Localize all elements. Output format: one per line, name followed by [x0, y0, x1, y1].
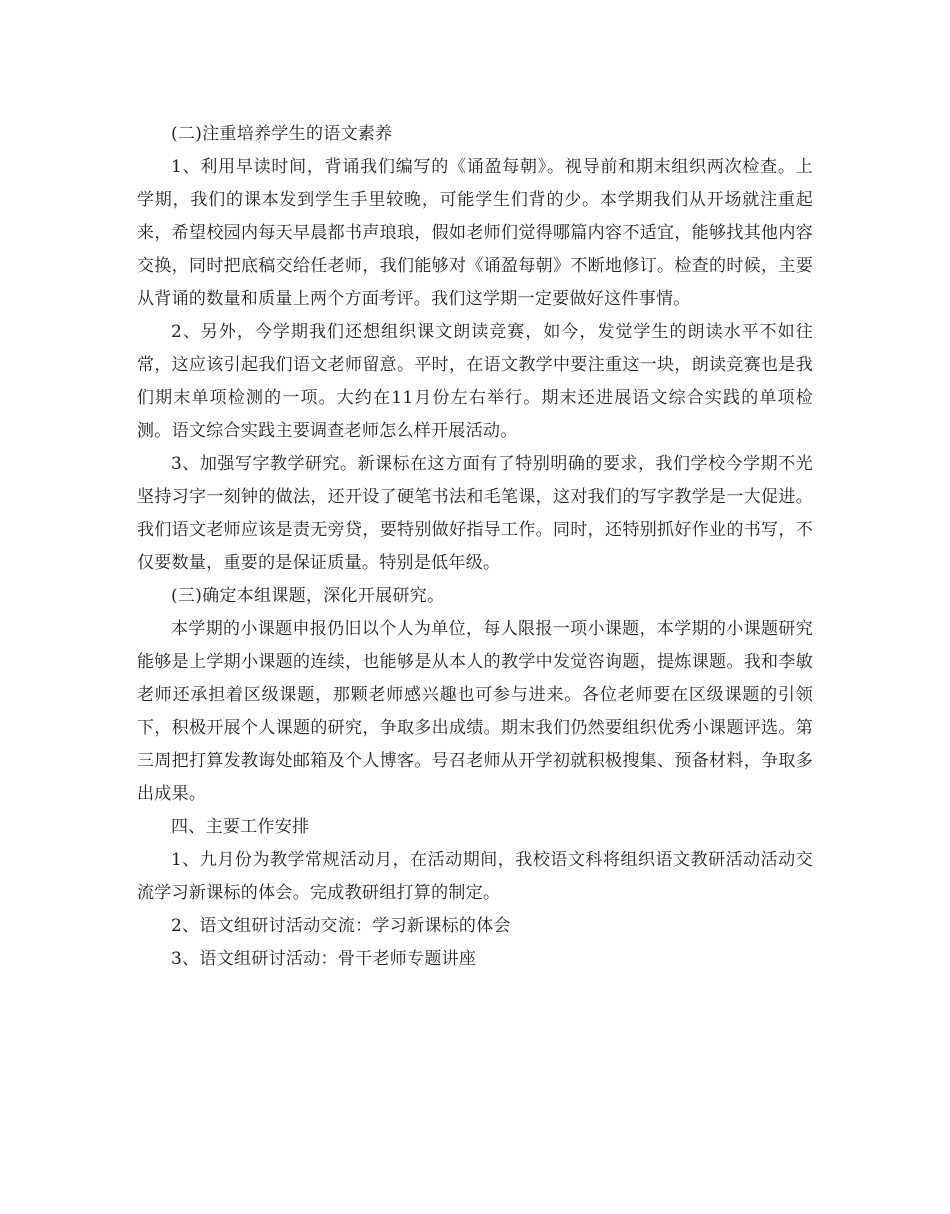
section-heading-2: (二)注重培养学生的语文素养: [171, 124, 393, 144]
paragraph-reading-contest: 2、另外，今学期我们还想组织课文朗读竞赛，如今，发觉学生的朗读水平不如往常，这应该引起我们语文老师留意。平时，在语文教学中要注重这一块，朗读竞赛也是我们期末单项检测的一项。大约在11月份左右举行。期末还进展语文综合实践的单项检测。语文综合实践主要调查老师怎么样开展活动。: [137, 322, 813, 441]
paragraph-recitation: 1、利用早读时间，背诵我们编写的《诵盈每朝》。视导前和期末组织两次检查。上学期，我们的课本发到学生手里较晚，可能学生们背的少。本学期我们从开场就注重起来，希望校园内每天早晨都书声琅琅，假如老师们觉得哪篇内容不适宜，能够找其他内容交换，同时把底稿交给任老师，我们能够对《诵盈每朝》不断地修订。检查的时候，主要从背诵的数量和质量上两个方面考评。我们这学期一定要做好这件事情。: [137, 157, 813, 309]
section-heading-4: 四、主要工作安排: [171, 817, 310, 837]
list-item-seminar-lecture: 3、语文组研讨活动：骨干老师专题讲座: [171, 949, 477, 969]
list-item-seminar-exchange: 2、语文组研讨活动交流：学习新课标的体会: [171, 916, 511, 936]
document-body: [137, 118, 813, 976]
section-heading-3: (三)确定本组课题，深化开展研究。: [171, 586, 445, 606]
paragraph-research-topics: 本学期的小课题申报仍旧以个人为单位，每人限报一项小课题，本学期的小课题研究能够是上学期小课题的连续，也能够是从本人的教学中发觉咨询题，提炼课题。我和李敏老师还承担着区级课题，那颗老师感兴趣也可参与进来。各位老师要在区级课题的引领下，积极开展个人课题的研究，争取多出成绩。期末我们仍然要组织优秀小课题评选。第三周把打算发教诲处邮箱及个人博客。号召老师从开学初就积极搜集、预备材料，争取多出成果。: [137, 619, 813, 804]
list-item-september: 1、九月份为教学常规活动月，在活动期间，我校语文科将组织语文教研活动活动交流学习新课标的体会。完成教研组打算的制定。: [137, 850, 813, 903]
paragraph-writing-teaching: 3、加强写字教学研究。新课标在这方面有了特别明确的要求，我们学校今学期不光坚持习字一刻钟的做法，还开设了硬笔书法和毛笔课，这对我们的写字教学是一大促进。我们语文老师应该是责无旁贷，要特别做好指导工作。同时，还特别抓好作业的书写，不仅要数量，重要的是保证质量。特别是低年级。: [137, 454, 813, 573]
